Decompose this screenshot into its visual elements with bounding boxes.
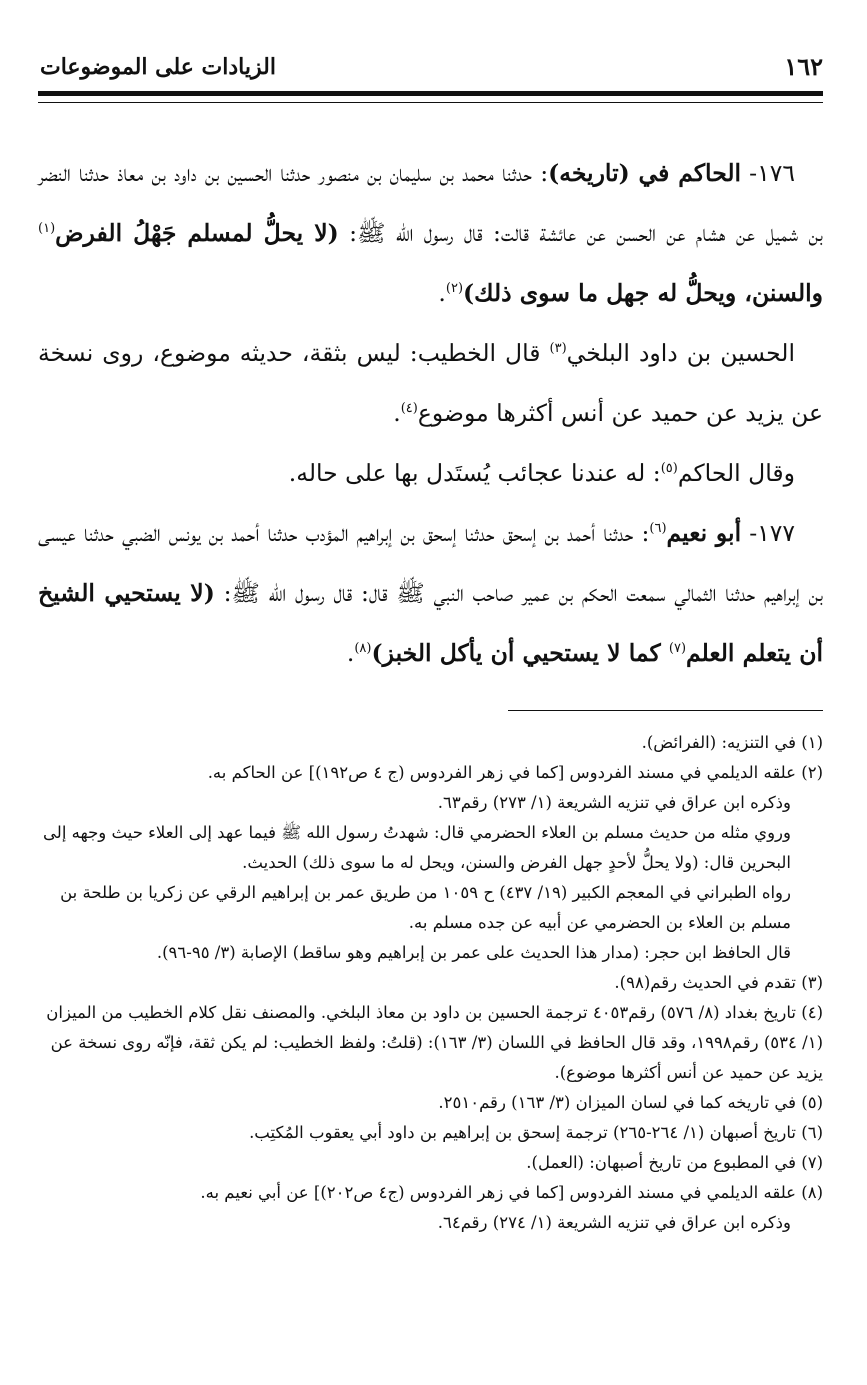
source-name: الحاكم في (تاريخه) <box>548 159 742 187</box>
header-rule-thick <box>38 91 823 96</box>
footnote-ref: (٧) <box>668 641 687 657</box>
footnote-ref: (٤) <box>400 401 418 417</box>
footnote: (٨) علقه الديلمي في مسند الفردوس [كما في زهر الفردوس (ج٤ ص٢٠٢)] عن أبي نعيم به. <box>200 1183 823 1202</box>
isnad-text: : حدثنا محمد بن سليمان بن منصور حدثنا الحسين بن داود بن معاذ حدثنا النضر بن شميل عن هشام عن الحسن عن عائشة قالت: قال رسول الله ﷺ: <box>38 159 823 247</box>
note-lead: وقال الحاكم <box>677 459 795 487</box>
footnote-ref: (٨) <box>354 641 372 657</box>
footnote: (٧) في المطبوع من تاريخ أصبهان: (العمل). <box>526 1153 823 1172</box>
narrator-name: الحسين بن داود البلخي <box>566 339 795 367</box>
footnote-continuation: وذكره ابن عراق في تنزيه الشريعة (١/ ٢٧٣) رقم٦٣. <box>437 793 791 812</box>
footnote-continuation: رواه الطبراني في المعجم الكبير (١٩/ ٤٣٧) ح ١٠٥٩ من طريق عمر بن إبراهيم الرقي عن زكريا بن طلحة بن مسلم بن العلاء بن الحضرمي عن أبيه عن جده مسلم به. <box>60 883 791 932</box>
entry-176 <box>38 143 823 323</box>
hadith-text: (لا يستحيي الشيخ أن يتعلم العلم <box>38 579 823 667</box>
footnote: (٤) تاريخ بغداد (٨/ ٥٧٦) رقم٤٠٥٣ ترجمة الحسين بن داود بن معاذ البلخي. والمصنف نقل كلام الخطيب من الميزان (١/ ٥٣٤) رقم١٩٩٨، وقد قال الحافظ في اللسان (٣/ ١٦٣): (قلتُ: ولفظ الخطيب: لم يكن ثقة، فإنّه روى نسخة عن يزيد عن حميد عن أنس أكثرها موضوع). <box>46 1003 823 1082</box>
note-text: : له عندنا عجائب يُستَدل بها على حاله. <box>288 459 661 487</box>
footnote: (١) في التنزيه: (الفرائض). <box>641 733 823 752</box>
footnote: (٣) تقدم في الحديث رقم(٩٨). <box>614 973 823 992</box>
header-rule-thin <box>38 102 823 103</box>
entry-number: ١٧٧- <box>741 519 796 547</box>
page-header <box>40 48 823 88</box>
hadith-text: والسنن، ويحلُّ له جهل ما سوى ذلك) <box>463 279 823 307</box>
narrator-note <box>38 323 823 443</box>
footnote-ref: (٢) <box>445 281 464 297</box>
hadith-text: (لا يحلُّ لمسلم جَهْلُ الفرض <box>55 219 339 247</box>
entry-number: ١٧٦- <box>741 159 795 187</box>
entry-177 <box>38 503 823 683</box>
note-text: قال الخطيب: ليس بثقة، حديثه موضوع، روى نسخة عن يزيد عن حميد عن أنس أكثرها موضوع <box>38 339 823 427</box>
punctuation: . <box>438 279 446 307</box>
footnotes <box>38 728 823 1238</box>
running-title: الزيادات على الموضوعات <box>40 54 276 80</box>
main-text <box>38 143 823 683</box>
punctuation: . <box>393 399 401 427</box>
footnote-continuation: وروي مثله من حديث مسلم بن العلاء الحضرمي قال: شهدتُ رسول الله ﷺ فيما عهد إلى العلاء حيث وجهه إلى البحرين قال: (ولا يحلُّ لأحدٍ جهل الفرض والسنن، ويحل له ما سوى ذلك) الحديث. <box>43 823 791 872</box>
footnote: (٦) تاريخ أصبهان (١/ ٢٦٤-٢٦٥) ترجمة إسحق بن إبراهيم بن داود أبي يعقوب المُكتِب. <box>249 1123 823 1142</box>
punctuation: . <box>346 639 355 667</box>
footnote-ref: (٣) <box>549 341 567 357</box>
hadith-text: كما لا يستحيي أن يأكل الخبز) <box>371 639 669 667</box>
footnote-ref: (١) <box>38 221 56 237</box>
footnote-continuation: قال الحافظ ابن حجر: (مدار هذا الحديث على عمر بن إبراهيم وهو ساقط) الإصابة (٣/ ٩٥-٩٦). <box>156 943 791 962</box>
hakim-note <box>38 443 823 503</box>
footnote: (٢) علقه الديلمي في مسند الفردوس [كما في زهر الفردوس (ج ٤ ص١٩٢)] عن الحاكم به. <box>207 763 823 782</box>
page-number: ١٦٢ <box>784 52 823 81</box>
source-name: أبو نعيم <box>666 519 742 547</box>
footnote-ref: (٥) <box>660 461 678 477</box>
footnote: (٥) في تاريخه كما في لسان الميزان (٣/ ١٦٣) رقم٢٥١٠. <box>438 1093 823 1112</box>
footnote-continuation: وذكره ابن عراق في تنزيه الشريعة (١/ ٢٧٤) رقم٦٤. <box>437 1213 791 1232</box>
footnote-separator <box>508 710 823 711</box>
footnote-ref: (٦) <box>649 521 667 537</box>
isnad-text: : حدثنا أحمد بن إسحق حدثنا إسحق بن إبراهيم المؤدب حدثنا أحمد بن يونس الضبي حدثنا عيسى بن إبراهيم حدثنا الثمالي سمعت الحكم بن عمير صاحب النبي ﷺ قال: قال رسول الله ﷺ: <box>38 519 823 607</box>
